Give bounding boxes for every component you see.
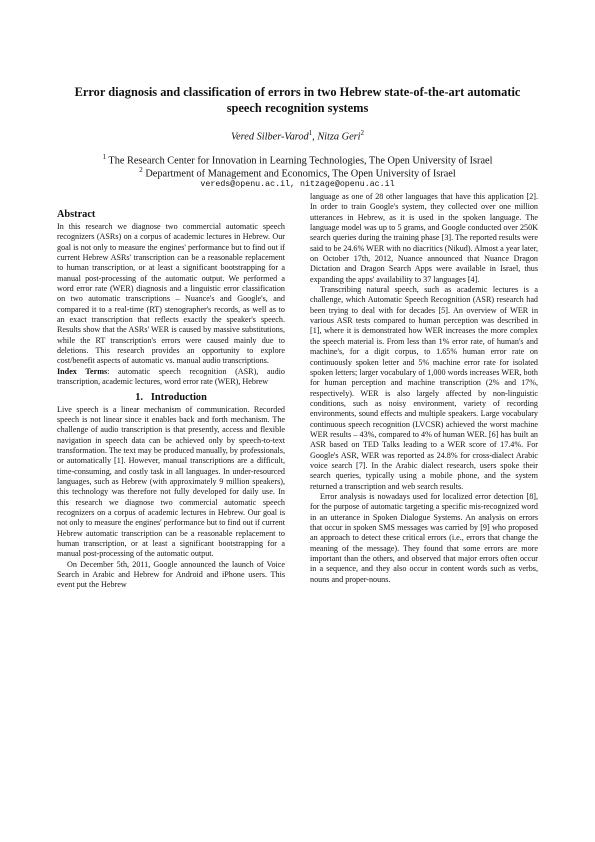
affiliation-text: The Research Center for Innovation in Learning Technologies, The Open University of Israel xyxy=(108,155,493,167)
affiliation-mark: 2 xyxy=(139,166,143,174)
affiliation-line xyxy=(40,164,555,180)
left-column xyxy=(57,208,285,591)
section-number: 1. xyxy=(135,391,143,403)
intro-paragraph-continued: language as one of 28 other languages that have this application [2]. In order to train Google's system, they collected over one million utterances in Hebrew, as it is used in the spoken language. The language model was up to 5 grams, and Google conducted over 250K search queries during the training phase [3]. The reported results were said to be 24.6% WER with no diacritics (Nikud). Almost a year later, on October 17th, 2012, Nuance announced that Nuance Dragon Dictation and Dragon Search Apps were available in Israel, thus expanding the apps' availability to 37 languages [4]. xyxy=(310,192,538,284)
author-affiliation-mark: 2 xyxy=(360,129,365,137)
abstract-heading: Abstract xyxy=(57,209,96,220)
index-terms-text: : automatic speech recognition (ASR), audio transcription, academic lectures, word error rate (WER), Hebrew xyxy=(57,366,285,387)
paper-title: Error diagnosis and classification of errors in two Hebrew state-of-the-art automatic speech recognition systems xyxy=(74,85,521,115)
index-terms xyxy=(57,367,285,388)
abstract-text: In this research we diagnose two commercial automatic speech recognizers (ASRs) on a corpus of academic lectures in Hebrew. Our goal is not only to measure the engines' performance but to find out if current Hebrew ASRs' transcription can be a reasonable replacement to human transcription, or at least a significant bootstrapping for a manual post-processing of the automatic output. We performed a word error rate (WER) diagnosis and a linguistic error classification on two automatic transcriptions – Nuance's and Google's, and compared it to a real-time (RT) stenographer's records, as well as to an exact transcription that reflects exactly the speaker's speech. Results show that the ASRs' WER is caused by massive substitutions, while the RT transcription's errors were caused mainly due to deletions. This research provides an opportunity to explore cost/benefit aspects of automatic vs. manual audio transcriptions. xyxy=(57,222,285,366)
intro-paragraph: Error analysis is nowadays used for localized error detection [8], for the purpose of automatic targeting a specific mis-recognized word in an utterance in Spoken Dialogue Systems. An analysis on errors that occur in spoken SMS messages was carried by [9] who proposed an approach to detect these critical errors (i.e., errors that change the meaning of the message). They found that some errors are more important than the others, and observed that major errors often occur in a sequence, and they also occur in content words such as verbs, nouns and proper-nouns. xyxy=(310,491,538,584)
section-title: Introduction xyxy=(150,391,207,403)
intro-paragraph: Transcribing natural speech, such as academic lectures is a challenge, which Automatic Speech Recognition (ASR) research had been trying to deal with for decades [5]. An overview of WER in various ASR tests compared to human perception was described in [1], where it is demonstrated how WER increases the more complex the speech material is. From less than 1% error rate, of human's and machine's, for a digit corpus, to 1.65% human error rate on continuously spoken letter and 5% machine error rate for isolated spoken letters; larger vocabulary of 1,000 words increases WER, both for human perception and machine transcription (2% and 17%, respectively). WER is also largely affected by non-linguistic conditions, such as noisy environment, variety of recording environments, sound effects and multiple speakers. Large vocabulary continuous speech recognition (LVCSR) achieved the worst machine WER results – 43%, compared to 4% of human WER. [6] has built an ASR based on TED Talks leading to a WER score of 17.4%. For Google's ASR, WER was reported as 24.8% for cross-dialect Arabic voice search [7]. In the Arabic dialect research, users spoke their search queries, typically using a mobile phone, and the system returned a transcription and web search results. xyxy=(310,285,538,491)
intro-paragraph: Live speech is a linear mechanism of communication. Recorded speech is not linear since it enables back and forth mechanism. The challenge of audio transcription is that presently, access and flexible navigation in speech data can be achieved only by speech-to-text transformation. The text may be produced manually, by professionals, or automatically [1]. However, manual transcriptions are a difficult, time-consuming, and costly task in all languages. In under-resourced languages, such as Hebrew (with approximately 9 million speakers), this technology was therefore not fully developed for daily use. In this research we diagnose two commercial automatic speech recognizers on a corpus of academic lectures in Hebrew. Our goal is not only to measure the engines' performance but to find out if current Hebrew automatic transcription can be a reasonable replacement to human transcription, or at least a significant bootstrapping for a manual post-processing of the automatic output. xyxy=(57,404,285,559)
author-separator: , xyxy=(312,131,318,143)
author-line xyxy=(60,127,535,143)
author-affiliation-mark: 1 xyxy=(308,129,313,137)
affiliation-mark: 1 xyxy=(102,153,107,161)
section-heading-introduction xyxy=(57,391,285,404)
index-terms-label: Index Terms xyxy=(57,366,108,376)
author-name: Vered Silber-Varod xyxy=(230,131,309,143)
affiliation-text: Department of Management and Economics, The Open University of Israel xyxy=(145,168,456,180)
intro-paragraph-part: On December 5th, 2011, Google announced the launch of Voice Search in Arabic and Hebrew for Android and iPhone users. This event put the Hebrew xyxy=(57,559,285,590)
right-column xyxy=(310,192,538,585)
author-name: Nitza Geri xyxy=(317,131,361,143)
author-emails: vereds@openu.ac.il, nitzage@openu.ac.il xyxy=(200,180,395,189)
